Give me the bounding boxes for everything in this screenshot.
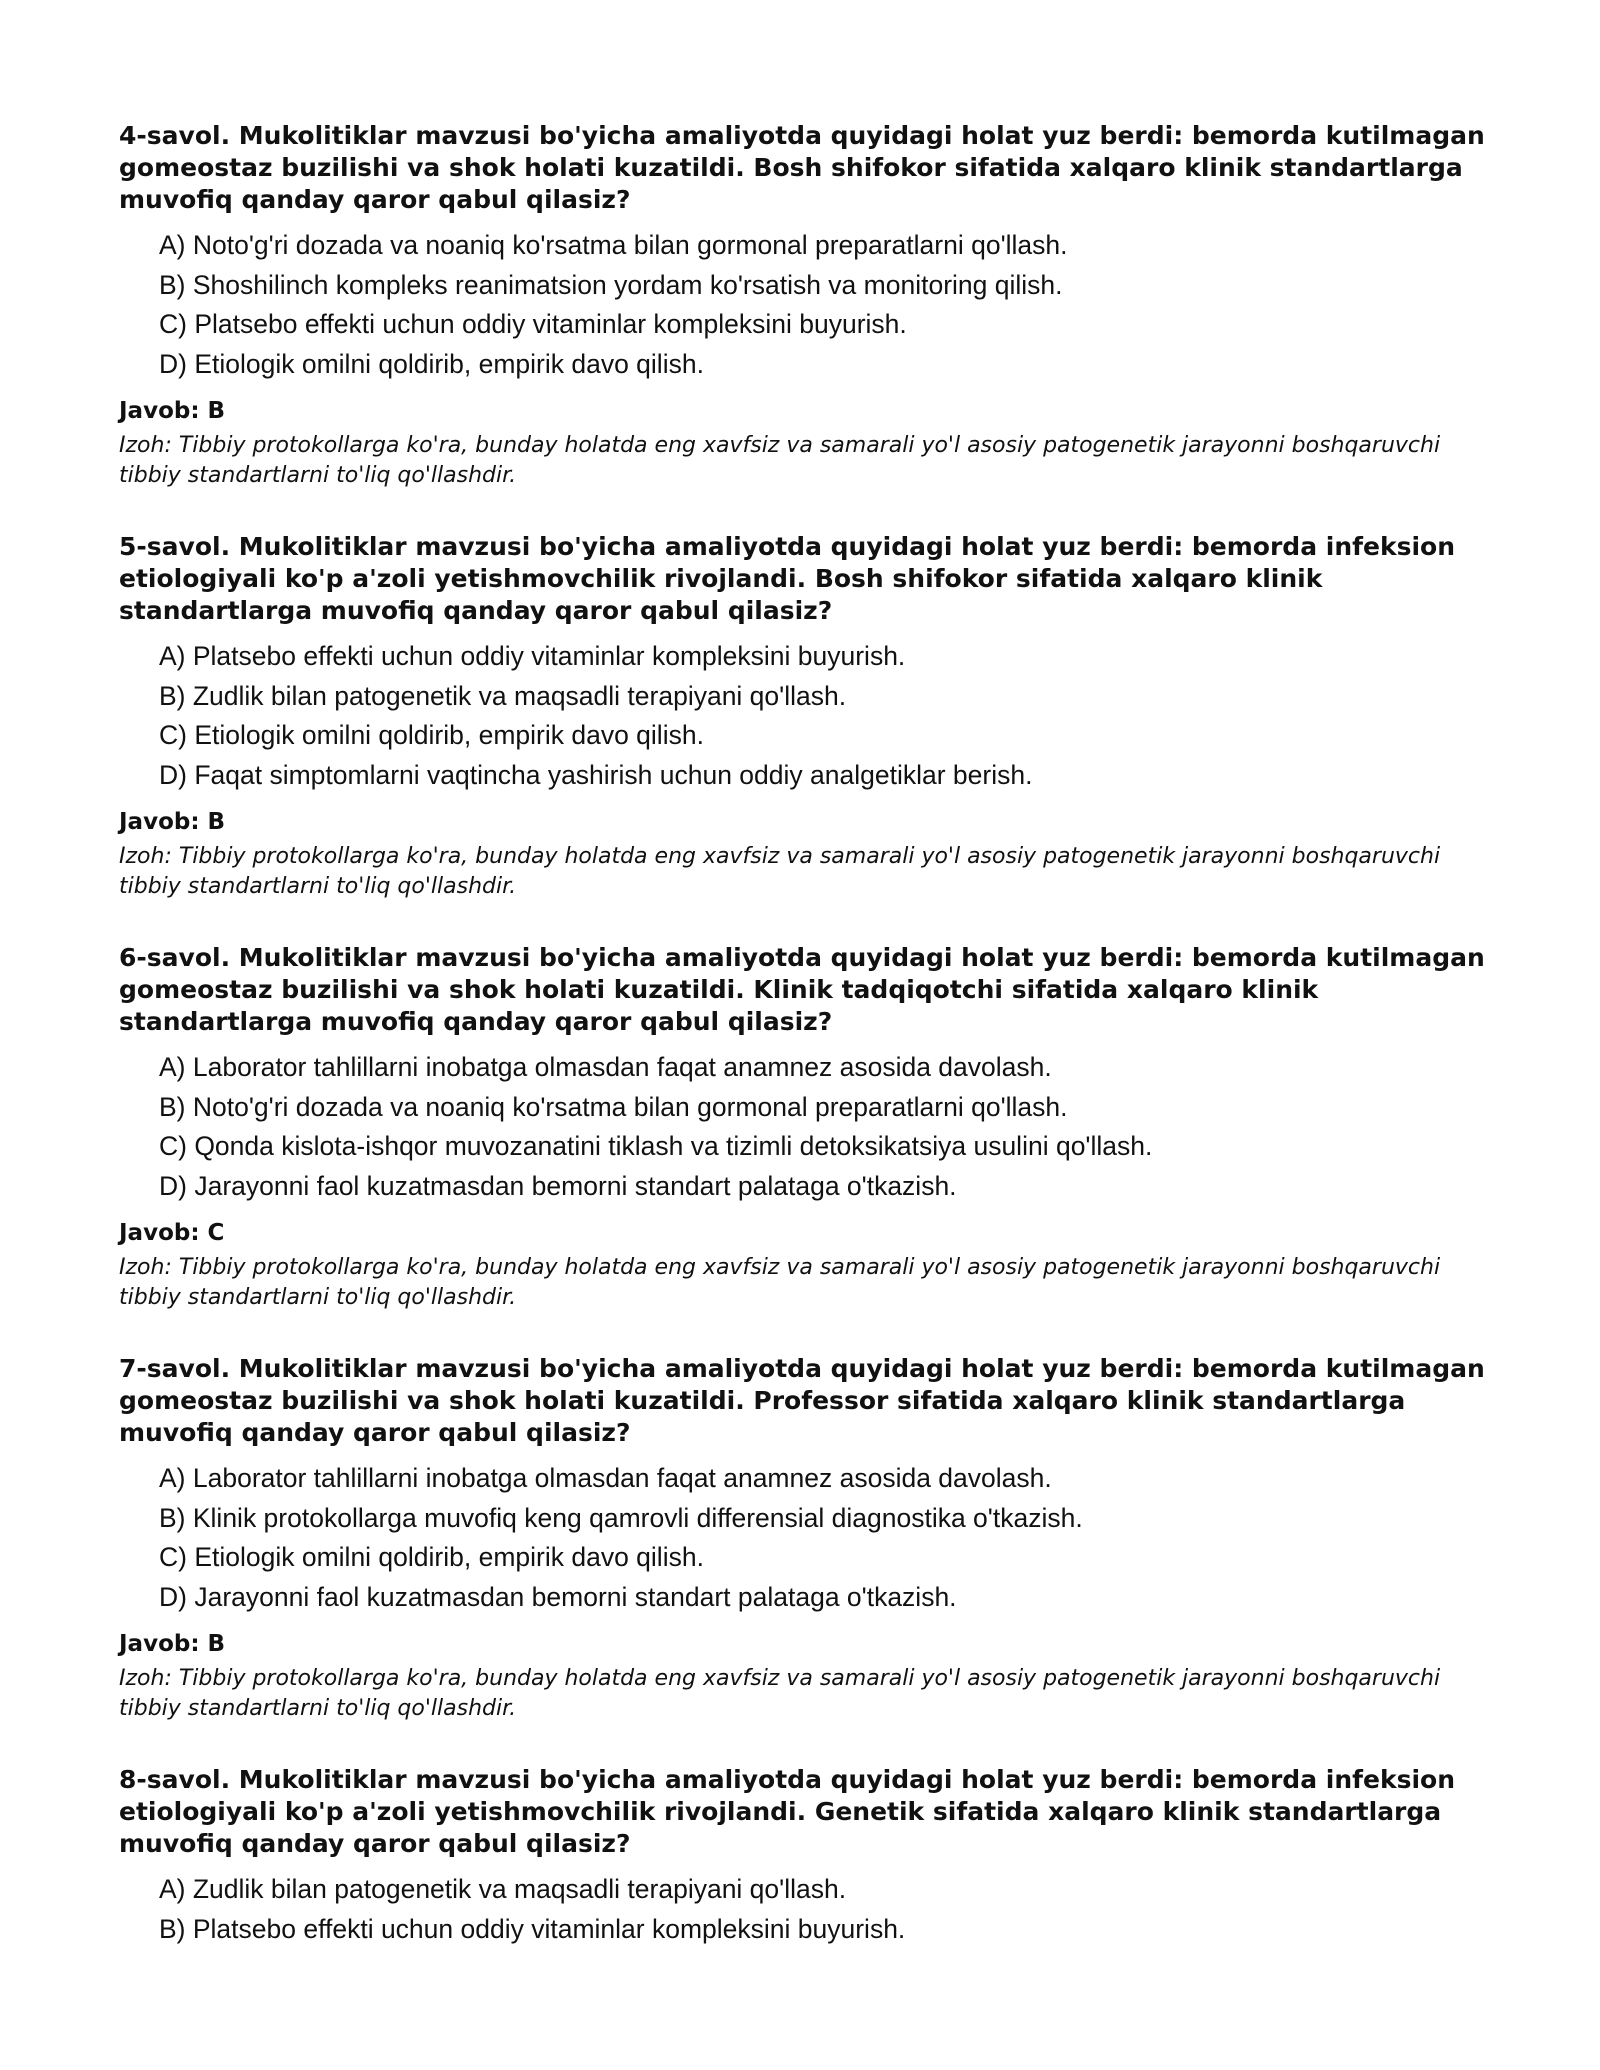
option-a: A) Laborator tahlillarni inobatga olmasdan faqat anamnez asosida davolash. [159,1052,1052,1082]
option-d: D) Faqat simptomlarni vaqtincha yashirish uchun oddiy analgetiklar berish. [159,759,1033,790]
option-d: D) Jarayonni faol kuzatmasdan bemorni standart palataga o'tkazish. [159,1170,957,1201]
explanation-note: Izoh: Tibbiy protokollarga ko'ra, bunday holatda eng xavfsiz va samarali yo'l asosiy patogenetik jarayonni boshqaruvchi tibbiy standartlarni to'liq qo'llashdir. [119,433,1441,488]
question-7 [119,1353,1499,1724]
option-c: C) Platsebo effekti uchun oddiy vitaminlar kompleksini buyurish. [159,309,907,339]
option-b: B) Shoshilinch kompleks reanimatsion yordam ko'rsatish va monitoring qilish. [159,269,1063,300]
option-a: A) Laborator tahlillarni inobatga olmasdan faqat anamnez asosida davolash. [159,1463,1052,1493]
question-text: 4-savol. Mukolitiklar mavzusi bo'yicha amaliyotda quyidagi holat yuz berdi: bemorda kutilmagan gomeostaz buzilishi va shok holati kuzatildi. Bosh shifokor sifatida xalqaro klinik standartlarga muvofiq qanday qaror qabul qilasiz? [119,121,1485,214]
question-8 [119,1764,1499,1949]
option-list [119,1048,1499,1206]
question-text: 8-savol. Mukolitiklar mavzusi bo'yicha amaliyotda quyidagi holat yuz berdi: bemorda infeksion etiologiyali ko'p a'zoli yetishmovchilik rivojlandi. Genetik sifatida xalqaro klinik standartlarga muvofiq qanday qaror qabul qilasiz? [119,1765,1456,1858]
option-c: C) Qonda kislota-ishqor muvozanatini tiklash va tizimli detoksikatsiya usulini qo'llash. [159,1131,1153,1161]
option-a: A) Platsebo effekti uchun oddiy vitaminlar kompleksini buyurish. [159,641,906,671]
explanation-note: Izoh: Tibbiy protokollarga ko'ra, bunday holatda eng xavfsiz va samarali yo'l asosiy patogenetik jarayonni boshqaruvchi tibbiy standartlarni to'liq qo'llashdir. [119,844,1441,899]
option-list [119,637,1499,795]
option-d: D) Jarayonni faol kuzatmasdan bemorni standart palataga o'tkazish. [159,1581,957,1612]
option-list [119,1870,1499,1949]
question-4 [119,120,1499,491]
option-list [119,1459,1499,1617]
option-b: B) Platsebo effekti uchun oddiy vitaminlar kompleksini buyurish. [159,1913,906,1944]
option-list [119,226,1499,384]
option-b: B) Zudlik bilan patogenetik va maqsadli terapiyani qo'llash. [159,680,847,711]
question-text: 5-savol. Mukolitiklar mavzusi bo'yicha amaliyotda quyidagi holat yuz berdi: bemorda infeksion etiologiyali ko'p a'zoli yetishmovchilik rivojlandi. Bosh shifokor sifatida xalqaro klinik standartlarga muvofiq qanday qaror qabul qilasiz? [119,532,1456,625]
explanation-note: Izoh: Tibbiy protokollarga ko'ra, bunday holatda eng xavfsiz va samarali yo'l asosiy patogenetik jarayonni boshqaruvchi tibbiy standartlarni to'liq qo'llashdir. [119,1255,1441,1310]
option-b: B) Noto'g'ri dozada va noaniq ko'rsatma bilan gormonal preparatlarni qo'llash. [159,1091,1068,1122]
question-6 [119,942,1499,1313]
option-b: B) Klinik protokollarga muvofiq keng qamrovli differensial diagnostika o'tkazish. [159,1502,1083,1533]
option-c: C) Etiologik omilni qoldirib, empirik davo qilish. [159,1542,704,1572]
question-text: 6-savol. Mukolitiklar mavzusi bo'yicha amaliyotda quyidagi holat yuz berdi: bemorda kutilmagan gomeostaz buzilishi va shok holati kuzatildi. Klinik tadqiqotchi sifatida xalqaro klinik standartlarga muvofiq qanday qaror qabul qilasiz? [119,943,1485,1036]
explanation-note: Izoh: Tibbiy protokollarga ko'ra, bunday holatda eng xavfsiz va samarali yo'l asosiy patogenetik jarayonni boshqaruvchi tibbiy standartlarni to'liq qo'llashdir. [119,1666,1441,1721]
option-c: C) Etiologik omilni qoldirib, empirik davo qilish. [159,720,704,750]
option-a: A) Zudlik bilan patogenetik va maqsadli terapiyani qo'llash. [159,1874,847,1904]
option-d: D) Etiologik omilni qoldirib, empirik davo qilish. [159,348,704,379]
answer-label: Javob: B [119,809,226,835]
document-page [119,120,1499,1989]
answer-label: Javob: B [119,1631,226,1657]
option-a: A) Noto'g'ri dozada va noaniq ko'rsatma bilan gormonal preparatlarni qo'llash. [159,230,1068,260]
question-text: 7-savol. Mukolitiklar mavzusi bo'yicha amaliyotda quyidagi holat yuz berdi: bemorda kutilmagan gomeostaz buzilishi va shok holati kuzatildi. Professor sifatida xalqaro klinik standartlarga muvofiq qanday qaror qabul qilasiz? [119,1354,1485,1447]
question-5 [119,531,1499,902]
answer-label: Javob: C [119,1220,225,1246]
answer-label: Javob: B [119,398,226,424]
